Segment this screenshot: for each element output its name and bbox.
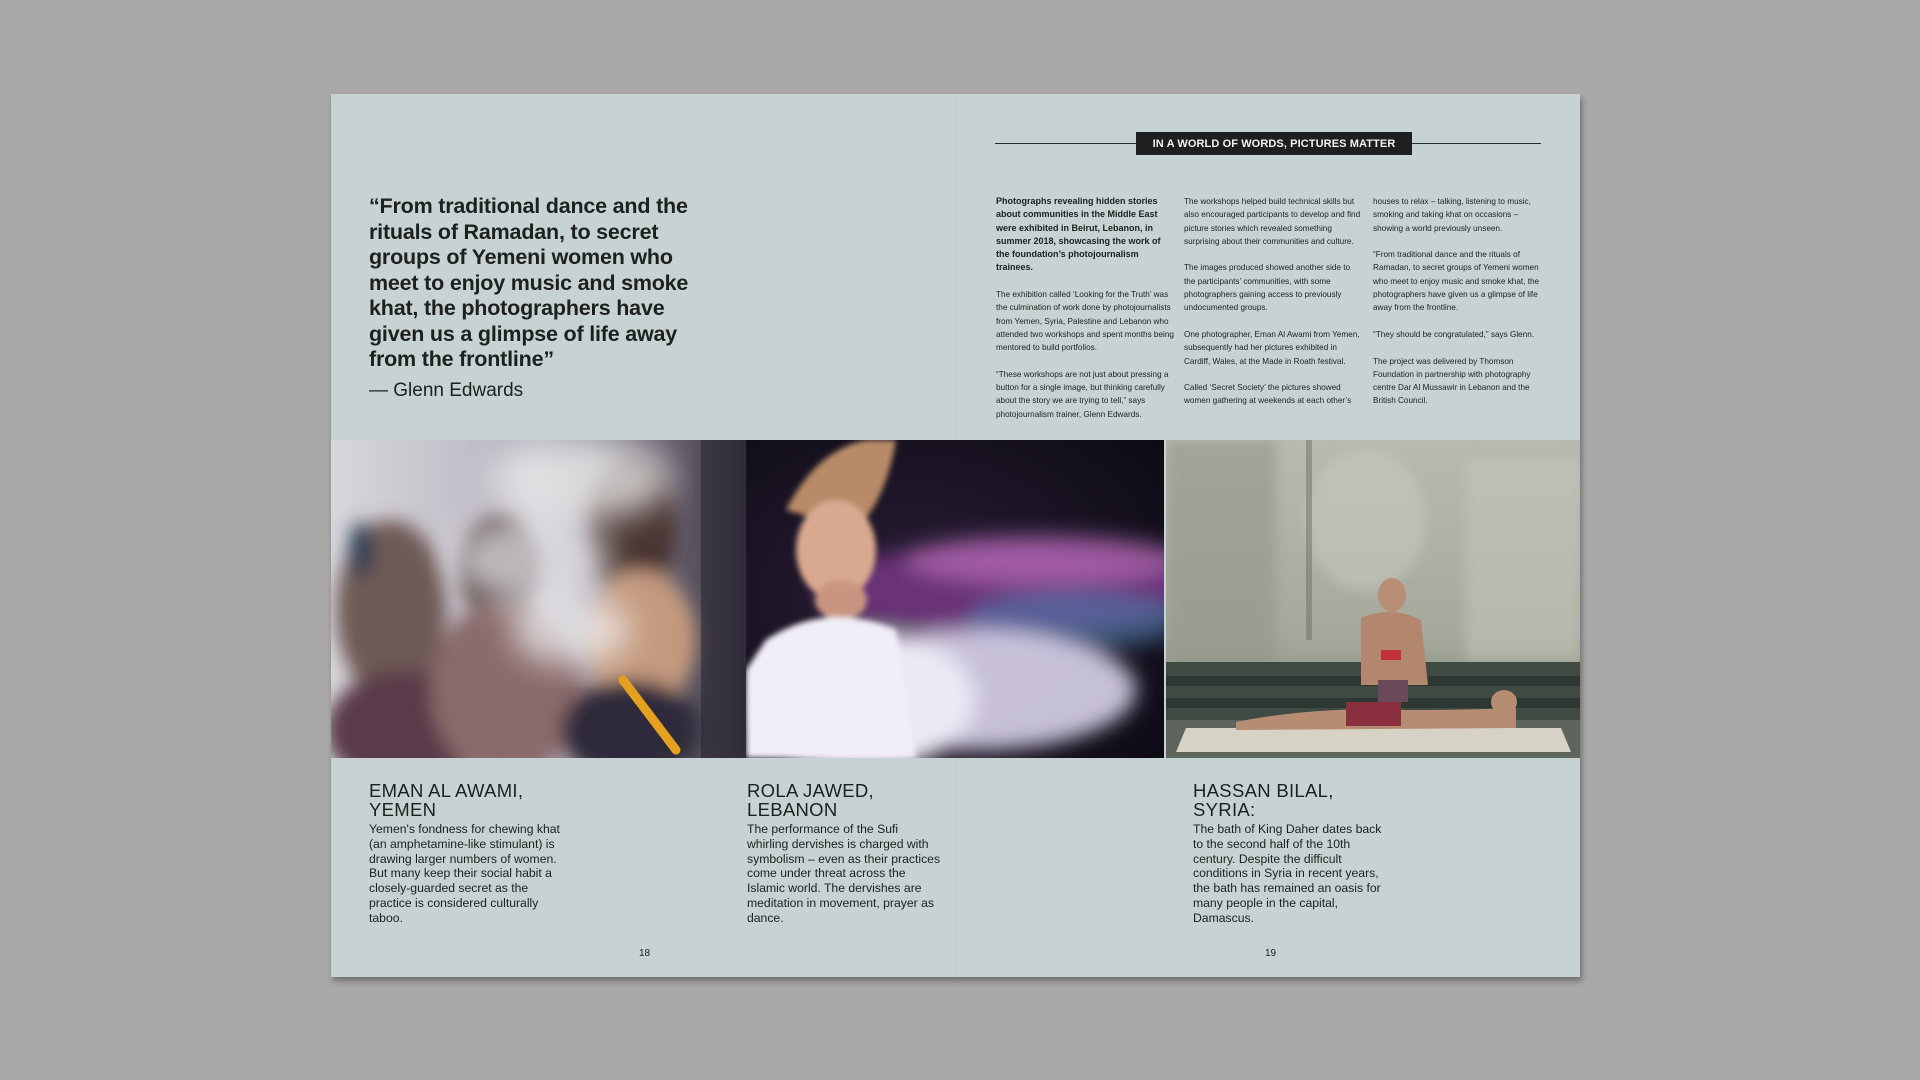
header-rule-right — [1412, 143, 1541, 144]
lead-paragraph: Photographs revealing hidden stories about communities in the Middle East were exhibited in Beirut, Lebanon, in summer 2018, showcasing the work of the foundation’s photojournalism trainees. — [996, 196, 1161, 273]
body-paragraph: “They should be congratulated,” says Glenn. — [1373, 329, 1535, 339]
body-column-3 — [1373, 195, 1548, 421]
header-rule-left — [995, 143, 1136, 144]
body-paragraph: The project was delivered by Thomson Foundation in partnership with photography centre Dar Al Mussawir in Lebanon and the British Council. — [1373, 356, 1531, 406]
photo-hammam-bath — [1166, 440, 1580, 758]
body-paragraph: Called ‘Secret Society’ the pictures showed women gathering at weekends at each other’s — [1184, 383, 1352, 406]
body-paragraph: The images produced showed another side to the participants’ communities, with some photographers gaining access to previously undocumented groups. — [1184, 263, 1351, 313]
page-number-right: 19 — [1265, 948, 1277, 959]
body-paragraph: One photographer, Eman Al Awami from Yemen, subsequently had her pictures exhibited in Cardiff, Wales, at the Made in Roath festival. — [1184, 329, 1360, 366]
caption-2 — [747, 781, 942, 926]
caption-text: The bath of King Daher dates back to the second half of the 10th century. Despite the difficult conditions in Syria in recent years, the bath has remained an oasis for many people in the capital, Damascus. — [1193, 822, 1382, 925]
caption-1 — [369, 781, 569, 926]
body-paragraph: The exhibition called ‘Looking for the Truth’ was the culmination of work done by photojournalists from Yemen, Syria, Palestine and Lebanon who attended two workshops and spent months being mentored to build portfolios. — [996, 290, 1174, 353]
body-column-2 — [1184, 195, 1362, 421]
quote-attribution: — Glenn Edwards — [369, 380, 524, 401]
caption-name: EMAN AL AWAMI, YEMEN — [369, 780, 524, 820]
body-paragraph: The workshops helped build technical skills but also encouraged participants to develop and find picture stories which revealed something surprising about their communities and culture. — [1184, 197, 1361, 246]
caption-name: HASSAN BILAL, SYRIA: — [1193, 780, 1334, 820]
body-paragraph: houses to relax – talking, listening to music, smoking and taking khat on occasions – showing a world previously unseen. — [1373, 197, 1531, 233]
pull-quote: “From traditional dance and the rituals of Ramadan, to secret groups of Yemeni women who meet to enjoy music and smoke khat, the photographers have given us a glimpse of life away from the frontline” — [369, 194, 689, 371]
body-column-1 — [996, 195, 1176, 434]
caption-text: Yemen's fondness for chewing khat (an amphetamine-like stimulant) is drawing larger numbers of women. But many keep their social habit a closely-guarded secret as the practice is considered culturally taboo. — [369, 822, 560, 925]
photo-women-smoking — [331, 440, 746, 758]
caption-name: ROLA JAWED, LEBANON — [747, 780, 875, 820]
body-paragraph: “From traditional dance and the rituals of Ramadan, to secret groups of Yemeni women who meet to enjoy music and smoke khat, the photographers have given us a glimpse of life away from the frontline. — [1373, 250, 1540, 313]
photo-whirling-dervish — [746, 440, 1164, 758]
magazine-spread — [331, 94, 1580, 977]
section-label: IN A WORLD OF WORDS, PICTURES MATTER — [1136, 132, 1412, 155]
body-paragraph: “These workshops are not just about pressing a button for a single image, but thinking carefully about the story we are trying to tell,” says photojournalism trainer, Glenn Edwards. — [996, 369, 1169, 419]
caption-3 — [1193, 781, 1393, 926]
page-number-left: 18 — [639, 948, 651, 959]
caption-text: The performance of the Sufi whirling dervishes is charged with symbolism – even as their practices come under threat across the Islamic world. The dervishes are meditation in movement, prayer as dance. — [747, 822, 941, 925]
